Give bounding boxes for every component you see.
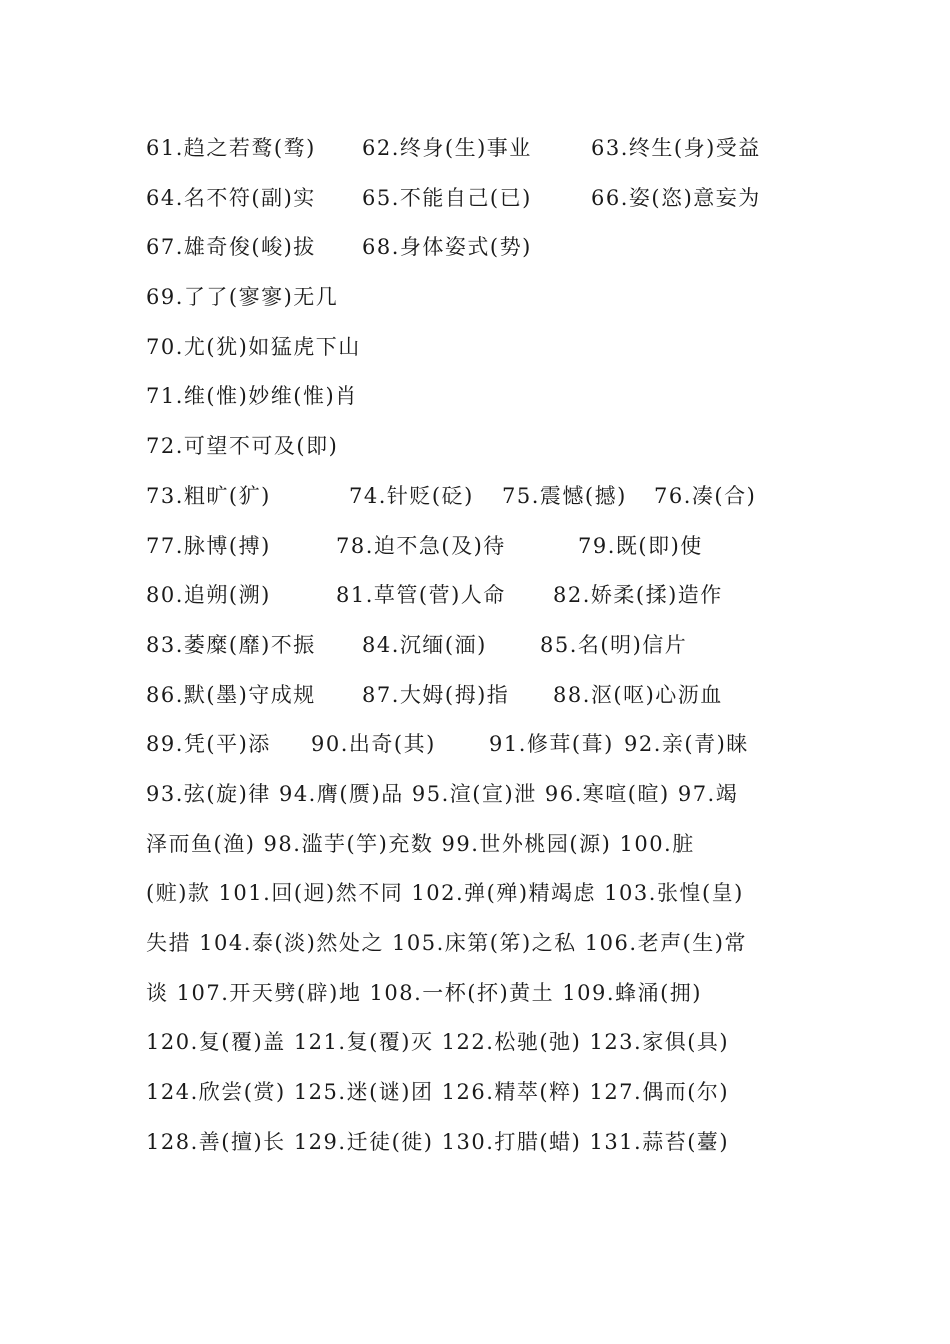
entry-79: 79.既(即)使 xyxy=(578,533,703,558)
entry-83: 83.萎糜(靡)不振 xyxy=(146,632,316,657)
entry-91: 91.修茸(葺) xyxy=(489,732,614,757)
entry-76: 76.凑(合) xyxy=(654,483,757,508)
entry-67: 67.雄奇俊(峻)拔 xyxy=(146,235,316,260)
entry-81: 81.草管(菅)人命 xyxy=(336,583,506,608)
entry-65: 65.不能自己(已) xyxy=(362,185,532,210)
entry-74: 74.针贬(砭) xyxy=(349,483,474,508)
text-line xyxy=(146,273,826,323)
text-line xyxy=(146,174,826,224)
text-line xyxy=(146,223,826,273)
text-line: 93.弦(旋)律 94.膺(赝)品 95.渲(宣)泄 96.寒喧(暄) 97.竭 xyxy=(146,781,739,806)
entry-66: 66.姿(恣)意妄为 xyxy=(591,185,761,210)
text-line xyxy=(146,323,826,373)
entry-72: 72.可望不可及(即) xyxy=(146,434,339,459)
entry-86: 86.默(墨)守成规 xyxy=(146,682,316,707)
entry-92: 92.亲(青)睐 xyxy=(624,732,749,757)
entry-69: 69.了了(寥寥)无几 xyxy=(146,285,339,310)
text-line: (赃)款 101.回(迥)然不同 102.弹(殚)精竭虑 103.张惶(皇) xyxy=(146,881,744,906)
entry-64: 64.名不符(副)实 xyxy=(146,185,316,210)
text-line xyxy=(146,671,826,721)
text-line xyxy=(146,720,826,770)
entry-73: 73.粗旷(犷) xyxy=(146,483,271,508)
document-body xyxy=(146,124,826,1167)
entry-70: 70.尤(犹)如猛虎下山 xyxy=(146,334,361,359)
entry-75: 75.震憾(撼) xyxy=(502,483,627,508)
text-line: 谈 107.开天劈(辟)地 108.一杯(抔)黄土 109.蜂涌(拥) xyxy=(146,980,702,1005)
entry-61: 61.趋之若鹜(骛) xyxy=(146,136,316,160)
entry-90: 90.出奇(其) xyxy=(311,732,436,757)
entry-82: 82.娇柔(揉)造作 xyxy=(553,583,723,608)
text-line: 120.复(覆)盖 121.复(覆)灭 122.松驰(弛) 123.家俱(具) xyxy=(146,1030,730,1055)
entry-85: 85.名(明)信片 xyxy=(540,632,688,657)
text-line xyxy=(146,472,826,522)
entry-62: 62.终身(生)事业 xyxy=(362,136,532,160)
text-line xyxy=(146,621,826,671)
text-line: 128.善(擅)长 129.迁徒(徙) 130.打腊(蜡) 131.蒜苔(薹) xyxy=(146,1129,730,1154)
text-line: 124.欣尝(赏) 125.迷(谜)团 126.精萃(粹) 127.偶而(尔) xyxy=(146,1080,730,1105)
text-line: 失措 104.泰(淡)然处之 105.床第(笫)之私 106.老声(生)常 xyxy=(146,931,747,955)
entry-88: 88.沤(呕)心沥血 xyxy=(553,682,723,707)
entry-71: 71.维(惟)妙维(惟)肖 xyxy=(146,384,358,409)
text-line xyxy=(146,124,826,174)
entry-77: 77.脉博(搏) xyxy=(146,533,271,558)
text-line: 泽而鱼(渔) 98.滥芋(竽)充数 99.世外桃园(源) 100.脏 xyxy=(146,831,695,856)
entry-68: 68.身体姿式(势) xyxy=(362,235,532,260)
text-line xyxy=(146,571,826,621)
entry-80: 80.追朔(溯) xyxy=(146,583,271,608)
text-line xyxy=(146,422,826,472)
entry-78: 78.迫不急(及)待 xyxy=(336,533,506,558)
entry-87: 87.大姆(拇)指 xyxy=(362,682,510,707)
text-line xyxy=(146,522,826,572)
entry-84: 84.沉缅(湎) xyxy=(362,632,487,657)
entry-89: 89.凭(平)添 xyxy=(146,732,271,757)
entry-63: 63.终生(身)受益 xyxy=(591,136,761,160)
text-line xyxy=(146,372,826,422)
